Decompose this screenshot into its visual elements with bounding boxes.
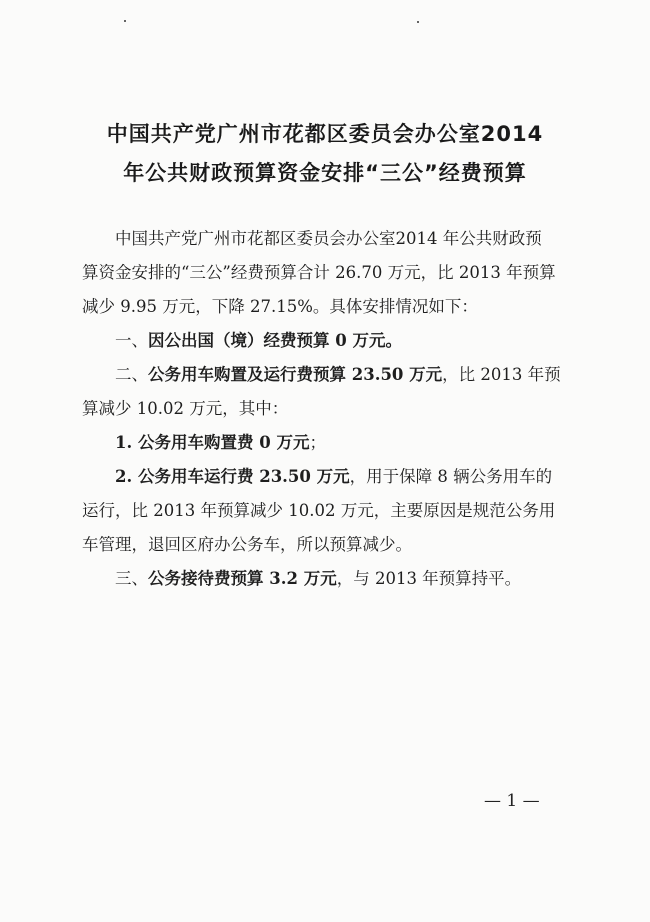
item-2-prefix: 二、 — [115, 365, 148, 384]
item-2-line-2: 算减少 10.02 万元，其中： — [82, 399, 289, 418]
intro-line-2: 算资金安排的“三公”经费预算合计 26.70 万元，比 2013 年预算 — [82, 263, 556, 282]
item-2-2-line-2: 运行，比 2013 年预算减少 10.02 万元，主要原因是规范公务用 — [82, 501, 556, 520]
item-3-text: ，与 2013 年预算持平。 — [336, 569, 522, 588]
item-2-2-heading: 2. 公务用车运行费 23.50 万元 — [115, 467, 350, 486]
document-title-line-1: 中国共产党广州市花都区委员会办公室2014 — [106, 122, 544, 146]
item-3-prefix: 三、 — [115, 569, 148, 588]
item-2-1-heading: 1. 公务用车购置费 0 万元 — [115, 433, 310, 452]
intro-line-1: 中国共产党广州市花都区委员会办公室2014 年公共财政预 — [115, 229, 542, 248]
item-2-2-text: ，用于保障 8 辆公务用车的 — [349, 467, 553, 486]
item-1-prefix: 一、 — [115, 331, 148, 350]
item-1-heading: 因公出国（境）经费预算 0 万元。 — [148, 331, 402, 350]
item-1 — [115, 327, 402, 351]
item-2-1 — [115, 429, 326, 453]
item-3-heading: 公务接待费预算 3.2 万元 — [148, 569, 337, 588]
item-3 — [115, 565, 521, 589]
document-title-line-2: 年公共财政预算资金安排“三公”经费预算 — [123, 161, 527, 185]
item-2-2-line-3: 车管理，退回区府办公务车，所以预算减少。 — [82, 535, 412, 554]
scan-speck — [417, 21, 419, 23]
page-number: — 1 — — [484, 791, 540, 811]
item-2-heading: 公务用车购置及运行费预算 23.50 万元 — [148, 365, 443, 384]
item-2-text: ，比 2013 年预 — [442, 365, 561, 384]
scan-speck — [124, 20, 126, 22]
intro-line-3: 减少 9.95 万元，下降 27.15%。具体安排情况如下： — [82, 297, 478, 316]
item-2-2 — [115, 463, 552, 487]
item-2 — [115, 361, 561, 385]
item-2-1-text: ； — [309, 433, 326, 452]
